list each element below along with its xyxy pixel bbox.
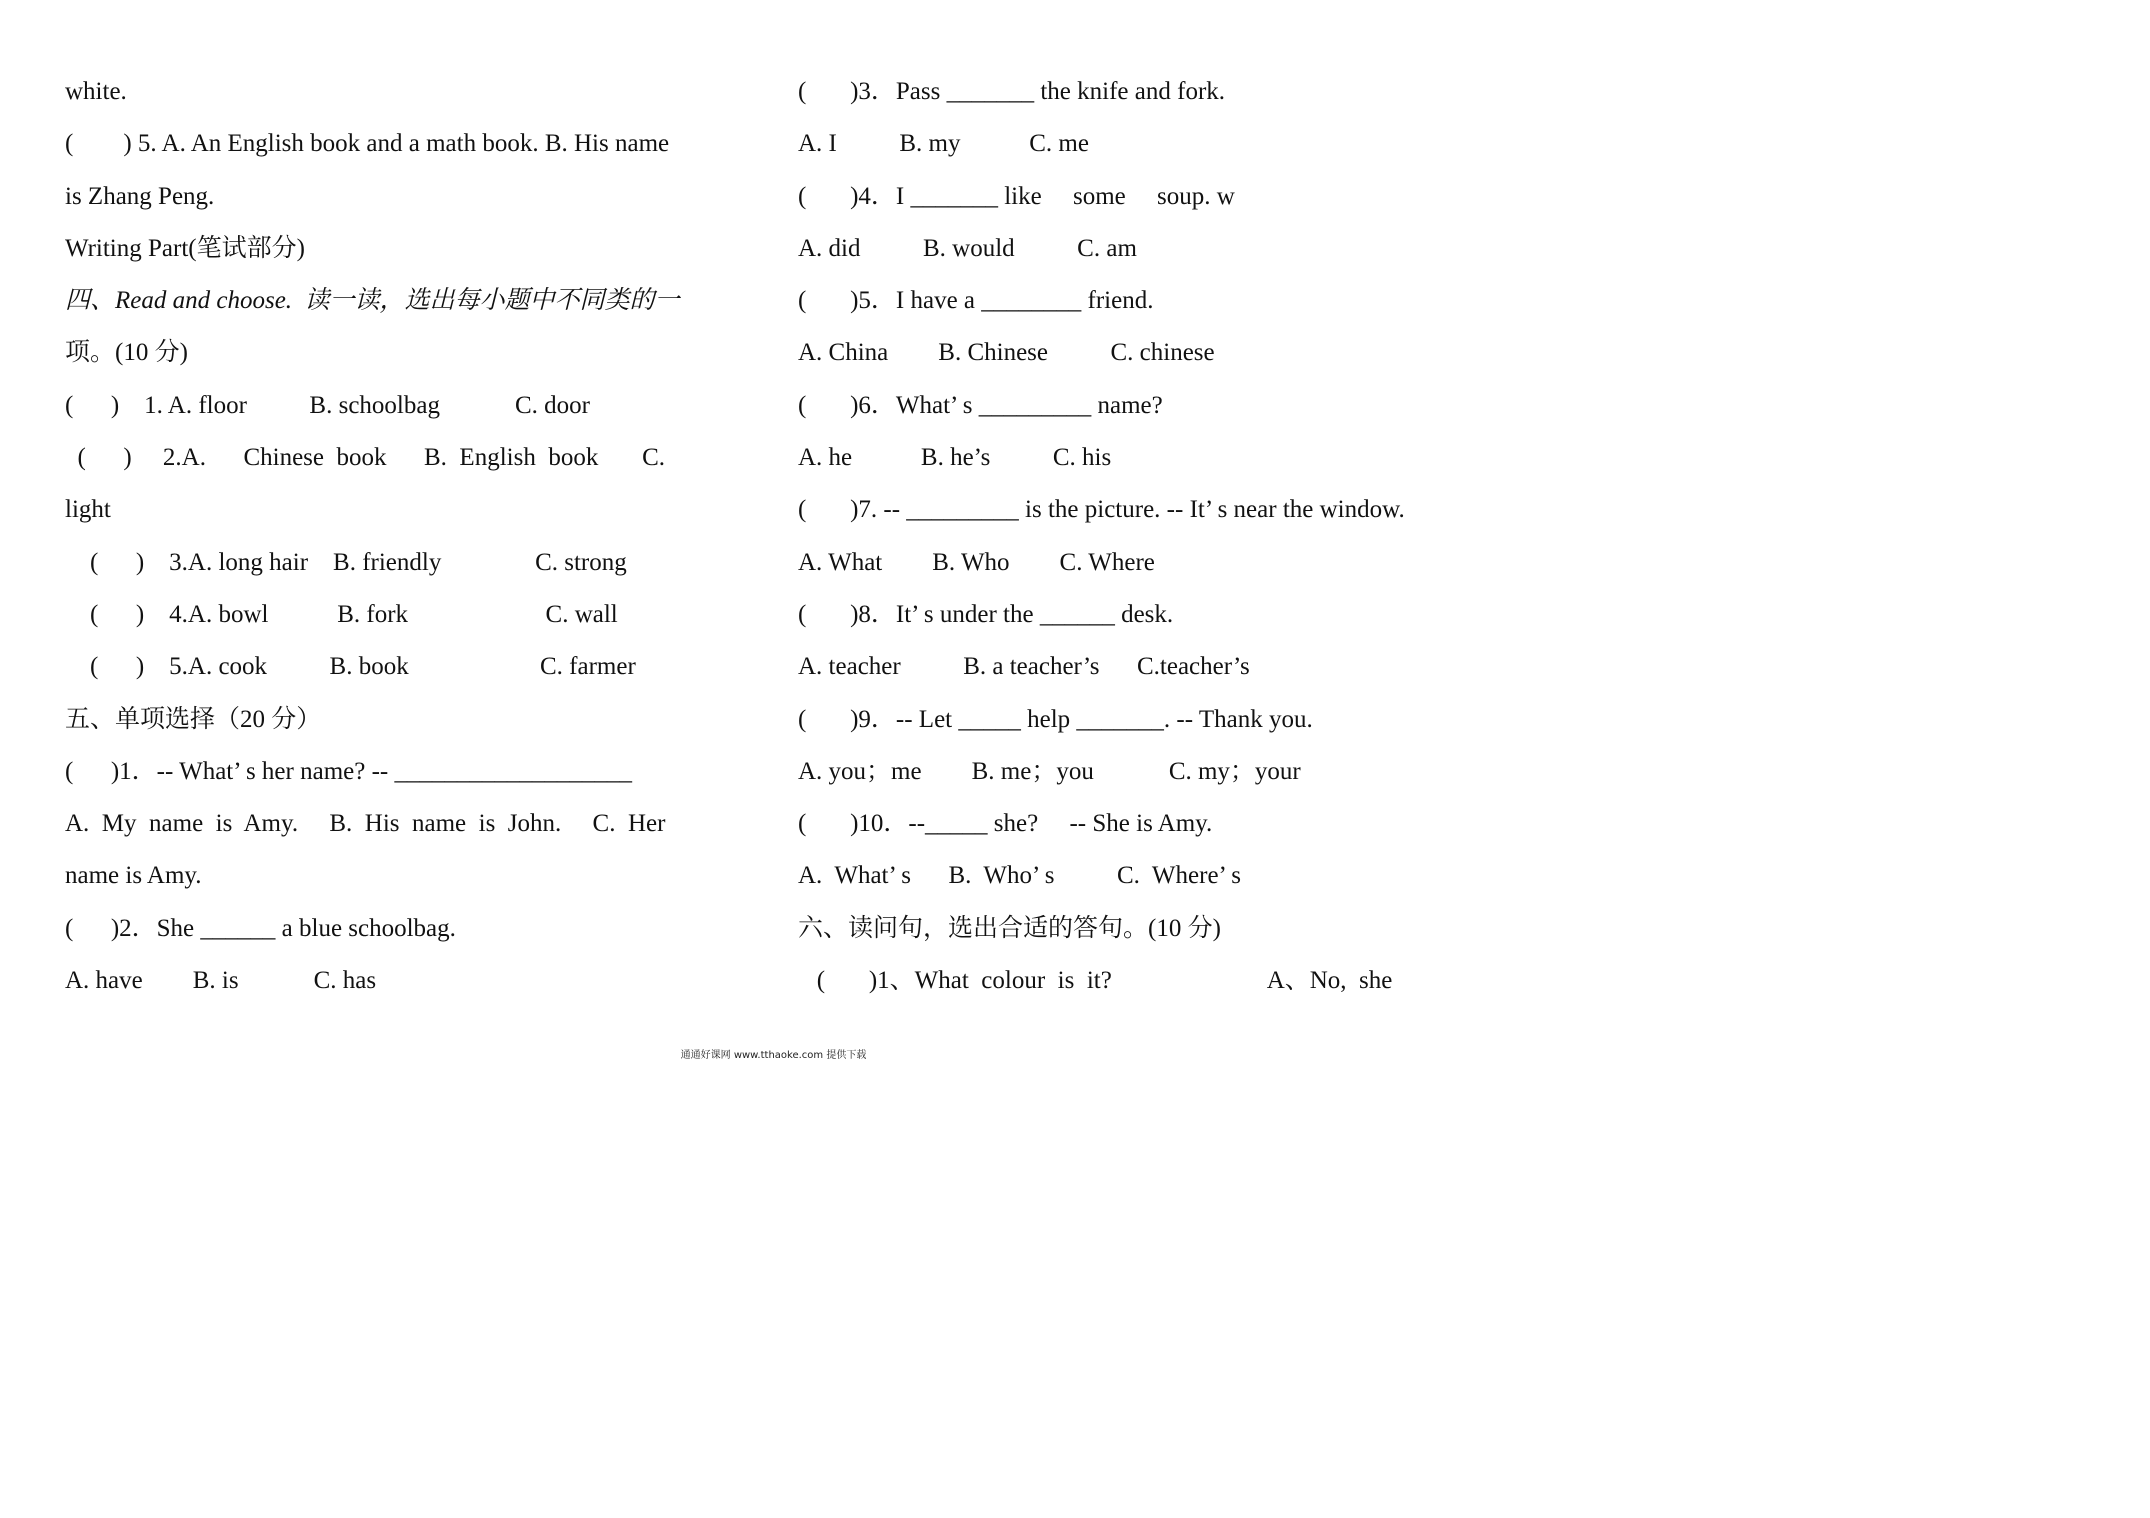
question-line: ( )7. -- _________ is the picture. -- It’ s near the window. <box>798 496 1405 524</box>
question-line: ( ) 5.A. cook B. book C. farmer <box>65 653 636 681</box>
question-line: ( )4．I _______ like some soup. w <box>798 182 1235 210</box>
answer-options: A. you；me B. me；you C. my；your <box>798 757 1301 785</box>
question-line: ( ) 1. A. floor B. schoolbag C. door <box>65 391 590 419</box>
question-line: ( ) 2.A. Chinese book B. English book C. <box>65 444 665 472</box>
text-line: is Zhang Peng. <box>65 182 215 210</box>
answer-options: A. What B. Who C. Where <box>798 548 1155 576</box>
question-line: ( )5．I have a ________ friend. <box>798 287 1154 315</box>
section-heading-five: 五、单项选择（20 分） <box>65 705 322 733</box>
section-heading-four: 四、Read and choose. 读一读，选出每小题中不同类的一 <box>65 287 680 315</box>
question-line: ( )9．-- Let _____ help _______. -- Thank you. <box>798 705 1313 733</box>
answer-options: A. he B. he’s C. his <box>798 444 1112 472</box>
text-line: white. <box>65 78 127 105</box>
section-heading-four-cont: 项。(10 分) <box>65 339 188 367</box>
text-line: name is Amy. <box>65 862 202 890</box>
question-line: ( )8．It’ s under the ______ desk. <box>798 600 1174 628</box>
section-heading-six: 六、读问句，选出合适的答句。(10 分) <box>798 914 1221 942</box>
footer-source: 通通好课网 www.tthaoke.com 提供下载 <box>680 1050 867 1061</box>
text-line: ( ) 5. A. An English book and a math book. B. His name <box>65 130 670 158</box>
left-column <box>65 70 730 1011</box>
answer-options: A. teacher B. a teacher’s C.teacher’s <box>798 653 1250 681</box>
question-line: ( )1、What colour is it? A、No, she <box>798 967 1393 995</box>
section-heading-writing: Writing Part(笔试部分) <box>65 234 305 262</box>
answer-options: A. My name is Amy. B. His name is John. C. Her <box>65 810 666 838</box>
answer-options: A. have B. is C. has <box>65 967 377 995</box>
question-line: ( )10．--_____ she? -- She is Amy. <box>798 810 1213 838</box>
question-line: ( )2．She ______ a blue schoolbag. <box>65 914 456 942</box>
question-line: ( )6．What’ s _________ name? <box>798 391 1163 419</box>
answer-options: A. What’ s B. Who’ s C. Where’ s <box>798 862 1241 890</box>
answer-options: A. did B. would C. am <box>798 234 1137 262</box>
question-line: ( ) 3.A. long hair B. friendly C. strong <box>65 548 627 576</box>
answer-options: A. China B. Chinese C. chinese <box>798 339 1215 367</box>
answer-options: A. I B. my C. me <box>798 130 1089 158</box>
right-column <box>798 70 1478 1011</box>
text-line: light <box>65 496 111 524</box>
question-line: ( )1．-- What’ s her name? -- ___________________ <box>65 757 632 785</box>
question-line: ( )3．Pass _______ the knife and fork. <box>798 78 1226 105</box>
question-line: ( ) 4.A. bowl B. fork C. wall <box>65 600 618 628</box>
